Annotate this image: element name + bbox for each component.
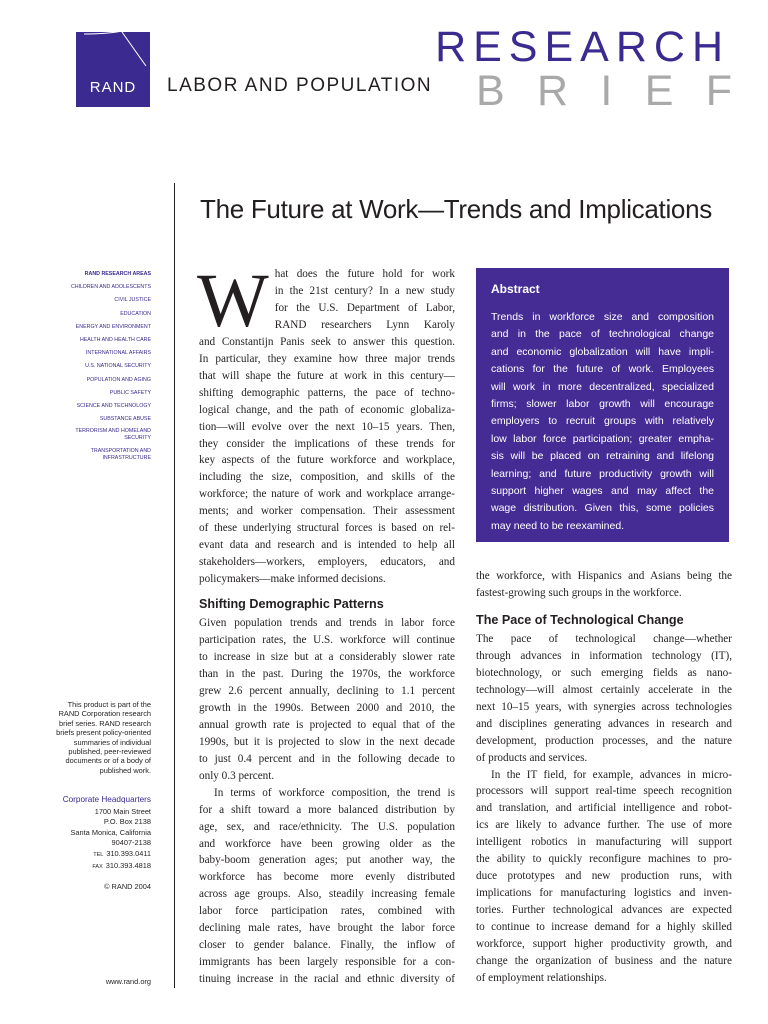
technology-paragraph-2 xyxy=(476,767,732,987)
demographic-paragraph-2 xyxy=(199,785,455,988)
headquarters-title: Corporate Headquarters xyxy=(62,795,151,804)
body-line: closer to gender balance. Finally, the inflow of xyxy=(199,939,455,952)
technology-paragraph-1 xyxy=(476,631,732,767)
body-line: technology—will almost certainly accelerate in the xyxy=(476,683,732,696)
product-note-line: published, peer-reviewed xyxy=(68,747,151,757)
product-note-line: summaries of individual xyxy=(73,737,151,747)
body-line: biotechnology, or such emerging fields as nano- xyxy=(476,666,732,679)
tel-number: 310.393.0411 xyxy=(106,848,151,858)
body-line: the workforce, with Hispanics and Asians being the xyxy=(476,570,732,582)
research-area-item[interactable]: ENERGY AND ENVIRONMENT xyxy=(75,323,151,330)
research-areas-heading: RAND RESEARCH AREAS xyxy=(84,271,151,277)
body-line: intelligent robotics in manufacturing will support xyxy=(476,836,732,849)
body-line: In particular, they examine how three major trends xyxy=(199,352,455,365)
brief-letter: F xyxy=(705,67,732,115)
address-line: Santa Monica, California xyxy=(70,827,151,837)
body-line: change the organization of business and the nature xyxy=(476,955,732,968)
body-line: fastest-growing such groups in the workforce. xyxy=(476,586,682,599)
body-line: In terms of workforce composition, the trend is xyxy=(214,786,455,799)
product-note-line: briefs present policy-oriented xyxy=(56,728,151,738)
body-line: age, sex, and race/ethnicity. The U.S. population xyxy=(199,820,455,833)
abstract-line: firms; slower labor growth will encourage xyxy=(491,398,714,411)
abstract-line: sis will be placed on retraining and lifelong xyxy=(491,450,714,463)
body-line: participation rates, the U.S. workforce will continue xyxy=(199,634,455,647)
body-line: Given population trends and trends in labor force xyxy=(199,617,455,630)
body-line: only 0.3 percent. xyxy=(199,769,275,782)
section-heading-technology: The Pace of Technological Change xyxy=(476,612,684,627)
intro-paragraph xyxy=(199,334,455,588)
research-area-item[interactable]: TRANSPORTATION AND INFRASTRUCTURE xyxy=(90,448,151,462)
body-line: that will shape the future at work in this century— xyxy=(199,369,455,382)
body-line: processors will support real-time speech recognition xyxy=(476,785,732,798)
page-title: The Future at Work—Trends and Implications xyxy=(200,194,712,224)
body-line: In the IT field, for example, advances in micro- xyxy=(491,768,732,781)
body-column-2 xyxy=(476,568,732,987)
logo-text: RAND xyxy=(89,79,137,96)
tel-label: TEL xyxy=(93,851,104,858)
research-area-item[interactable]: HEALTH AND HEALTH CARE xyxy=(79,337,151,344)
body-line: across age groups. Also, steadily increasing female xyxy=(199,888,455,901)
brief-letter: B xyxy=(476,67,505,115)
body-line: and Constantijn Panis seek to answer this question. xyxy=(199,335,455,348)
research-area-item[interactable]: PUBLIC SAFETY xyxy=(109,389,151,396)
body-line: workforce has become more evenly distributed xyxy=(199,871,455,884)
research-areas-list xyxy=(71,268,151,468)
brief-letter: I xyxy=(600,67,613,115)
body-line: the ability to quickly reconfigure machines to pro- xyxy=(476,853,732,866)
body-line: including the size, composition, and skills of the xyxy=(199,471,455,484)
body-line: immigrants has been largely responsible for a con- xyxy=(199,956,455,969)
body-line: annual growth rate is projected to equal that of the xyxy=(199,718,455,731)
research-area-item[interactable]: POPULATION AND AGING xyxy=(86,376,151,383)
body-line: of employment relationships. xyxy=(476,971,607,984)
rand-logo xyxy=(76,32,150,107)
abstract-line: learning; and future productivity growth will xyxy=(491,467,714,480)
abstract-line: and in the pace of technological change xyxy=(491,328,714,341)
body-line: ics are likely to advance further. The use of more xyxy=(476,819,732,832)
body-line: development, production processes, and the nature xyxy=(476,734,732,747)
vertical-divider xyxy=(174,183,175,988)
body-line: 1990s, but it is projected to slow in the next decade xyxy=(199,735,455,748)
body-line: and translation, and artificial intelligence and robot- xyxy=(476,802,732,815)
body-line: RAND researchers Lynn Karoly xyxy=(274,318,455,331)
product-note-line: RAND Corporation research xyxy=(58,709,151,719)
research-area-item[interactable]: U.S. NATIONAL SECURITY xyxy=(85,363,151,370)
body-line: through advances in information technology (IT), xyxy=(476,649,732,662)
body-line: they consider the implications of these trends for xyxy=(199,437,455,450)
body-line: tories. Further technological advances are expected xyxy=(476,904,732,917)
copyright: © RAND 2004 xyxy=(104,882,151,891)
body-line: grew 2.6 percent annually, declining to 1.1 percent xyxy=(199,684,455,697)
body-line: than in the past. During the 1970s, the workforce xyxy=(199,667,455,680)
drop-cap: W xyxy=(197,259,269,343)
abstract-line: employers to recruit groups with relatively xyxy=(491,415,714,428)
abstract-line: cations for the future of work. Employees xyxy=(491,363,714,376)
address-line: 1700 Main Street xyxy=(94,806,151,816)
research-area-item[interactable]: CHILDREN AND ADOLESCENTS xyxy=(70,284,151,291)
body-line: The pace of technological change—whether xyxy=(476,632,732,645)
body-line: key aspects of the future workforce and workplace, xyxy=(199,454,455,467)
product-note-line: documents or of a body of xyxy=(65,756,151,766)
body-line: growth in the 1990s. Between 2000 and 2010, the xyxy=(199,701,455,714)
fax-number: 310.393.4818 xyxy=(105,860,151,870)
program-name: LABOR AND POPULATION xyxy=(167,75,433,96)
body-line: to continue to increase demand for a highly skilled xyxy=(476,921,732,934)
abstract-line: will work in more decentralized, specialized xyxy=(491,380,714,393)
body-line: next 10–15 years, with synergies across technologies xyxy=(476,700,732,713)
website-link[interactable]: www.rand.org xyxy=(105,977,151,986)
research-area-item[interactable]: TERRORISM AND HOMELAND SECURITY xyxy=(75,428,151,442)
body-line: duce prototypes and new production runs, with xyxy=(476,870,732,883)
abstract-line: wage distribution. Given this, some policies xyxy=(491,502,714,515)
body-line: implications for manufacturing logistics and inven- xyxy=(476,887,732,900)
body-line: ments; and worker compensation. Their assessment xyxy=(199,505,455,518)
body-line: in the 21st century? In a new study xyxy=(274,284,455,297)
product-note-line: This product is part of the xyxy=(67,700,151,709)
abstract-line: low labor force participation; greater empha- xyxy=(491,432,714,445)
body-line: for a shift toward a more balanced distribution by xyxy=(199,803,455,816)
abstract-line: and economic globalization will have impli- xyxy=(491,345,714,358)
brief-letter: E xyxy=(644,67,674,115)
fax-label: FAX xyxy=(92,863,103,870)
series-title-research: RESEARCH xyxy=(435,23,730,71)
body-line: for the U.S. Department of Labor, xyxy=(274,301,455,314)
series-title-brief xyxy=(476,67,732,115)
address-line: P.O. Box 2138 xyxy=(103,817,151,827)
body-line: shifting demographic patterns, the pace of techno- xyxy=(199,386,455,399)
body-line: evant data and research and is intended to help all xyxy=(199,539,455,552)
section-heading-demographic: Shifting Demographic Patterns xyxy=(199,597,384,612)
body-line: to increase in size but at a considerably slower rate xyxy=(199,651,455,664)
research-area-item[interactable]: SUBSTANCE ABUSE xyxy=(99,416,151,423)
abstract-text xyxy=(491,309,714,535)
body-line: stakeholders—workers, employers, educators, and xyxy=(199,556,455,569)
abstract-line: Trends in workforce size and composition xyxy=(491,311,714,323)
body-line: to just 0.4 percent and in the following decade to xyxy=(199,752,455,765)
body-line: tion—will evolve over the next 10–15 years. Then, xyxy=(199,420,455,433)
body-line: baby-boom generation ages; put another way, the xyxy=(199,854,455,867)
body-column-1 xyxy=(197,259,455,988)
demographic-continuation xyxy=(476,568,732,602)
headquarters-contact xyxy=(63,795,151,872)
body-line: logical change, and the path of economic globaliza- xyxy=(199,403,455,416)
research-area-item[interactable]: SCIENCE AND TECHNOLOGY xyxy=(76,403,151,410)
body-line: declining male rates, have brought the labor force xyxy=(199,922,455,935)
telephone xyxy=(63,849,151,861)
fax xyxy=(63,861,151,873)
product-note-line: published work. xyxy=(99,765,151,775)
body-line: hat does the future hold for work xyxy=(274,268,455,280)
body-line: tinuing increase in the racial and ethnic diversity of xyxy=(199,973,455,986)
body-line: of these underlying structural forces is based on rel- xyxy=(199,522,455,535)
product-note-line: brief series. RAND research xyxy=(58,718,151,728)
body-line: workforce, support higher productivity growth, and xyxy=(476,938,732,951)
product-note xyxy=(39,700,151,775)
demographic-paragraph-1 xyxy=(199,615,455,785)
brief-letter: R xyxy=(537,67,569,115)
research-area-item[interactable]: INTERNATIONAL AFFAIRS xyxy=(85,350,151,357)
body-line: labor force participation rates, combined with xyxy=(199,905,455,918)
research-area-item[interactable]: CIVIL JUSTICE xyxy=(114,297,151,304)
abstract-line: support higher wages and may affect the xyxy=(491,485,714,498)
body-line: workforce; the nature of work and workplace arrange- xyxy=(199,488,455,501)
body-line: and disciplines generating advances in research and xyxy=(476,717,732,730)
body-line: policymakers—make informed decisions. xyxy=(199,573,386,586)
abstract-title: Abstract xyxy=(491,282,540,296)
abstract-line: may need to be reexamined. xyxy=(491,519,625,532)
body-line: and workforce have been growing older as the xyxy=(199,837,455,850)
research-area-item[interactable]: EDUCATION xyxy=(120,310,151,317)
address-line: 90407-2138 xyxy=(111,838,151,848)
abstract-box xyxy=(476,268,729,542)
body-line: of products and services. xyxy=(476,751,588,764)
